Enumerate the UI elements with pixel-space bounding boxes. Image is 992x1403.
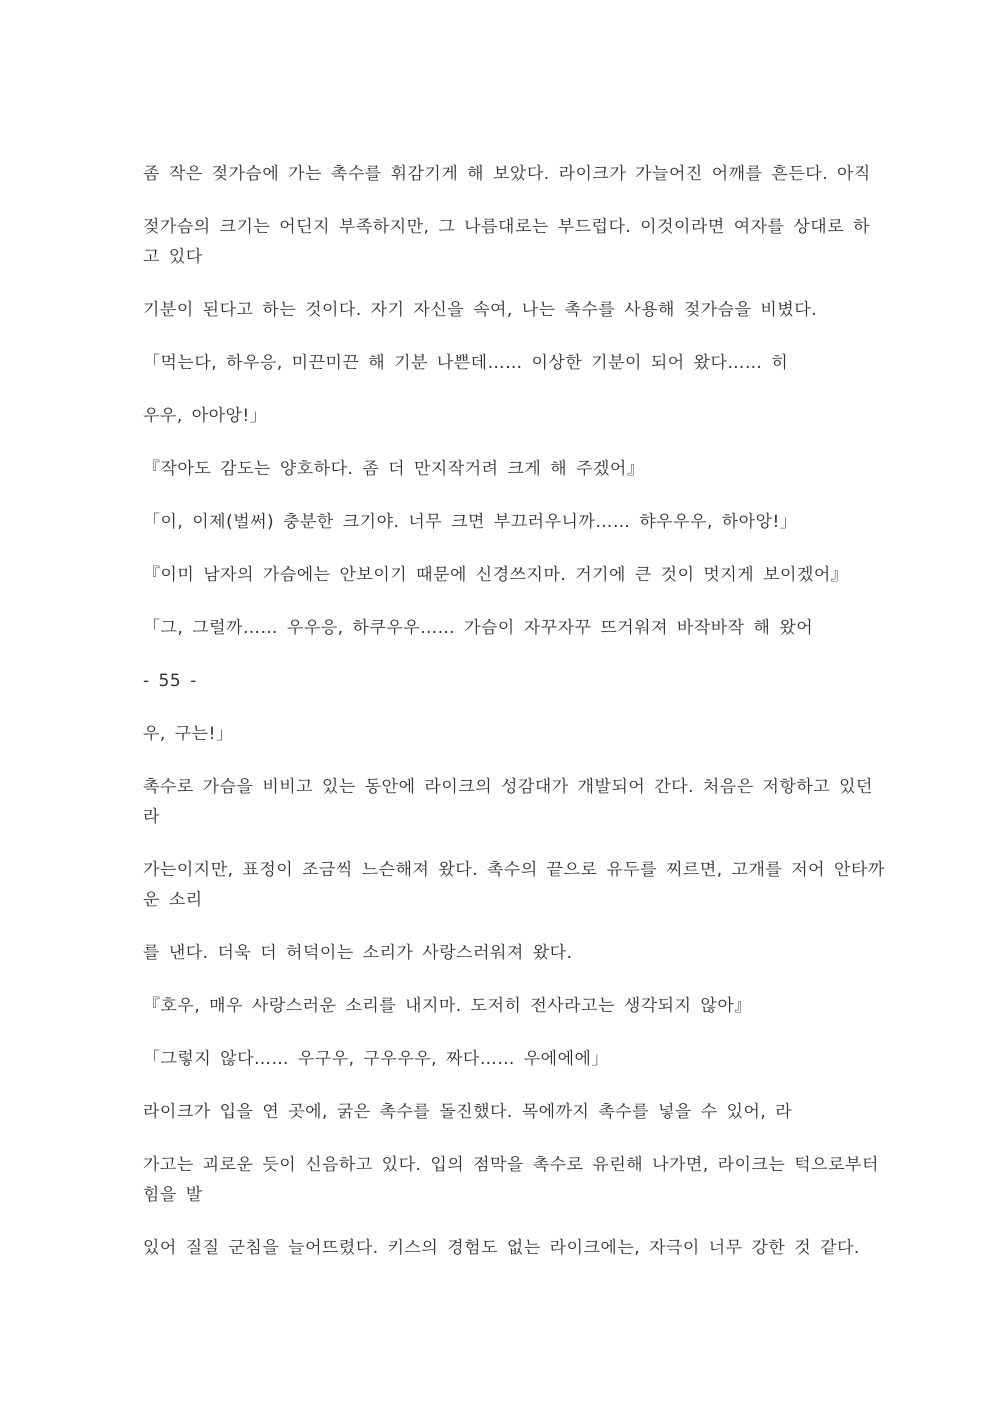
text-line: 고 있다 [143,247,203,267]
text-line: 우우, 아아앙!」 [143,406,268,426]
text-line: 촉수로 가슴을 비비고 있는 동안에 라이크의 성감대가 개발되어 간다. 처음은 저항하고 있던 [143,777,873,797]
text-line: 우, 구는!」 [143,724,234,744]
text-line: 젖가슴의 크기는 어딘지 부족하지만, 그 나름대로는 부드럽다. 이것이라면 여자를 상대로 하 [143,217,870,237]
text-line: 「먹는다, 하우응, 미끈미끈 해 기분 나쁜데…… 이상한 기분이 되어 왔다…… 히 [143,353,789,373]
text-line: 라이크가 입을 연 곳에, 굵은 촉수를 돌진했다. 목에까지 촉수를 넣을 수 있어, 라 [143,1102,793,1122]
text-line: 가고는 괴로운 듯이 신음하고 있다. 입의 점막을 촉수로 유린해 나가면, 라이크는 턱으로부터 [143,1155,879,1175]
text-line: 「그렇지 않다…… 우구우, 구우우우, 짜다…… 우에에에」 [143,1049,609,1069]
text-line: 힘을 발 [143,1185,203,1205]
text-line: 좀 작은 젖가슴에 가는 촉수를 휘감기게 해 보았다. 라이크가 가늘어진 어깨를 흔든다. 아직 [143,164,871,184]
text-line: 를 낸다. 더욱 더 허덕이는 소리가 사랑스러워져 왔다. [143,943,573,963]
text-line: 『작아도 감도는 양호하다. 좀 더 만지작거려 크게 해 주겠어』 [143,459,645,479]
text-line: 라 [143,807,160,827]
text-line: 『호우, 매우 사랑스러운 소리를 내지마. 도저히 전사라고는 생각되지 않아』 [143,996,752,1016]
text-line: 기분이 된다고 하는 것이다. 자기 자신을 속여, 나는 촉수를 사용해 젖가슴을 비볐다. [143,300,818,320]
text-line: 「이, 이제(벌써) 충분한 크기야. 너무 크면 부끄러우니까…… 햐우우우, 하아앙!」 [143,512,798,532]
page-number: - 55 - [143,671,197,691]
text-line: 있어 질질 군침을 늘어뜨렸다. 키스의 경험도 없는 라이크에는, 자극이 너무 강한 것 같다. [143,1238,860,1258]
text-line: 가는이지만, 표정이 조금씩 느슨해져 왔다. 촉수의 끝으로 유두를 찌르면, 고개를 저어 안타까 [143,860,885,880]
text-line: 『이미 남자의 가슴에는 안보이기 때문에 신경쓰지마. 거기에 큰 것이 멋지게 보이겠어』 [143,565,849,585]
text-line: 운 소리 [143,890,203,910]
text-line: 「그, 그럴까…… 우우응, 하쿠우우…… 가슴이 자꾸자꾸 뜨거워져 바작바작 해 왔어 [143,618,814,638]
